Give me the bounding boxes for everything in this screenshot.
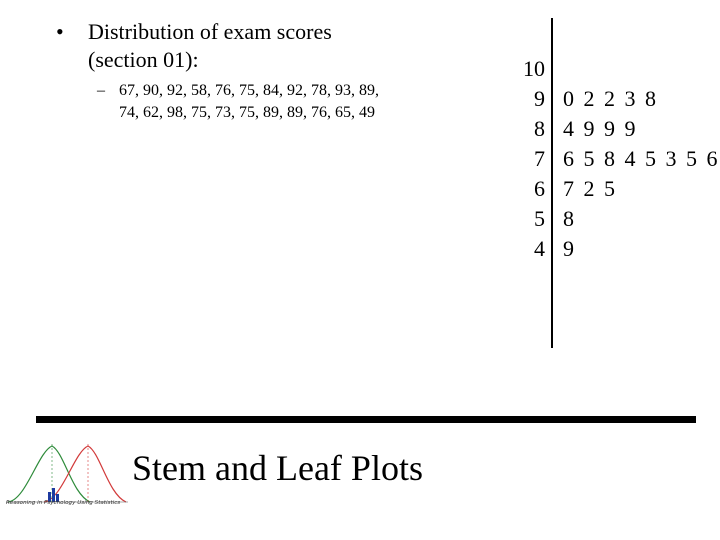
- title-divider-bar: [36, 416, 696, 423]
- stem-column: [505, 54, 545, 264]
- stem-value: 8: [534, 116, 545, 141]
- bullet-marker: •: [56, 19, 64, 44]
- slide-title: Stem and Leaf Plots: [132, 448, 423, 488]
- course-logo-icon: [4, 432, 130, 510]
- logo-caption: Reasoning in Psychology Using Statistics: [6, 500, 121, 506]
- stem-value: 6: [534, 176, 545, 201]
- leaf-values: 4 9 9 9: [563, 116, 638, 141]
- exam-scores-list: 67, 90, 92, 58, 76, 75, 84, 92, 78, 93, 89, 74, 62, 98, 75, 73, 75, 89, 89, 76, 65, 49: [119, 82, 379, 121]
- sub-bullet-marker: –: [97, 82, 105, 99]
- stem-value: 9: [534, 86, 545, 111]
- leaf-values: 8: [563, 206, 576, 231]
- leaf-values: 0 2 2 3 8: [563, 86, 658, 111]
- sub-bullet: [97, 80, 387, 124]
- stem-value: 4: [534, 236, 545, 261]
- stem-leaf-divider: [551, 18, 553, 348]
- stem-value: 5: [534, 206, 545, 231]
- main-bullet-text: Distribution of exam scores (section 01):: [88, 19, 332, 72]
- leaf-column: [563, 84, 720, 264]
- leaf-values: 7 2 5: [563, 176, 617, 201]
- main-bullet: [56, 18, 376, 74]
- stem-value: 10: [523, 56, 545, 81]
- logo-curve-right: [44, 446, 126, 502]
- stem-value: 7: [534, 146, 545, 171]
- leaf-values: 6 5 8 4 5 3 5 6: [563, 146, 720, 171]
- leaf-values: 9: [563, 236, 576, 261]
